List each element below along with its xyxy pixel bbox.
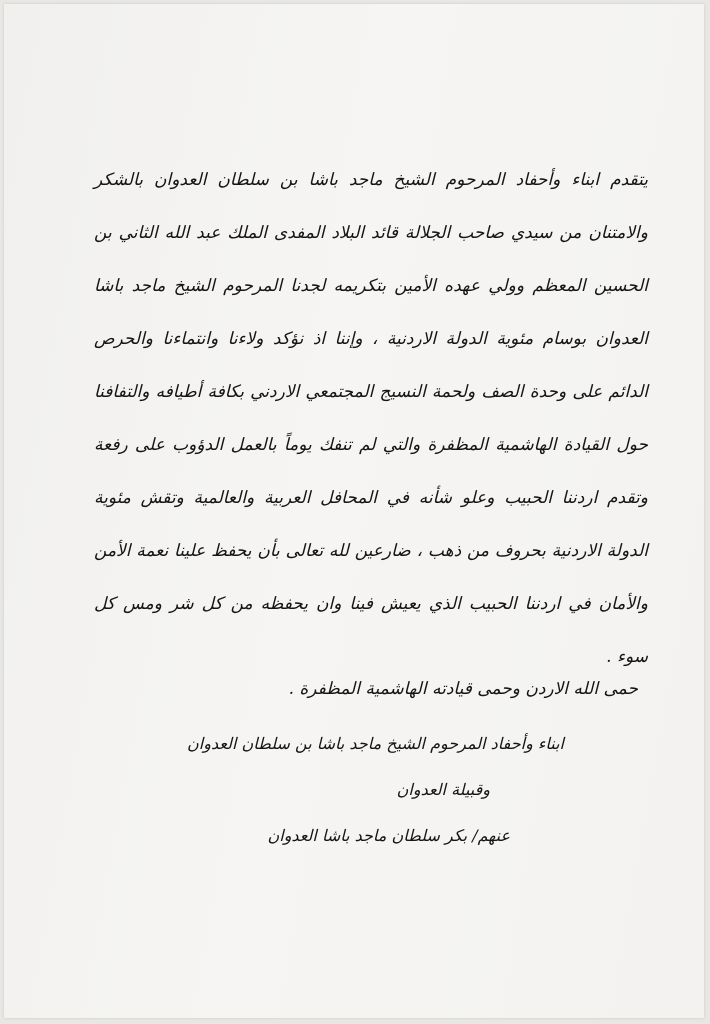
- letter-body: [94, 154, 648, 684]
- signature-block: [144, 734, 564, 846]
- signature-line-family: ابناء وأحفاد المرحوم الشيخ ماجد باشا بن سلطان العدوان: [187, 734, 564, 753]
- signature-line-signer: عنهم/ بكر سلطان ماجد باشا العدوان: [267, 826, 510, 845]
- letter-paper: [4, 4, 704, 1018]
- letter-body-paragraph: يتقدم ابناء وأحفاد المرحوم الشيخ ماجد باشا بن سلطان العدوان بالشكر والامتنان من سيدي صاحب الجلالة قائد البلاد المفدى الملك عبد الله الثاني بن الحسين المعظم وولي عهده الأمين بتكريمه لجدنا المرحوم الشيخ ماجد باشا العدوان بوسام مئوية الدولة الاردنية ، وإننا اذ نؤكد ولاءنا وانتماءنا والحرص الدائم على وحدة الصف ولحمة النسيج المجتمعي الاردني بكافة أطيافه والتفافنا حول القيادة الهاشمية المظفرة والتي لم تنفك يوماً بالعمل الدؤوب على رفعة وتقدم اردننا الحبيب وعلو شأنه في المحافل العربية والعالمية وتقش مئوية الدولة الاردنية بحروف من ذهب ، ضارعين لله تعالى بأن يحفظ علينا نعمة الأمن والأمان في اردننا الحبيب الذي يعيش فينا وان يحفظه من كل شر ومس كل سوء .: [94, 170, 648, 667]
- signature-line-tribe: وقبيلة العدوان: [396, 780, 490, 799]
- letter-closing: حمى الله الاردن وحمى قيادته الهاشمية المظفرة .: [288, 679, 638, 699]
